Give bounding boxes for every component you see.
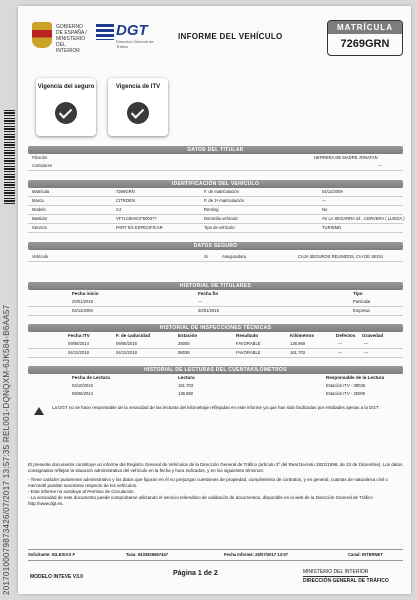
odometer-row-cell: 04/10/2016 — [72, 383, 93, 388]
odometer-warning-text: La DGT no se hace responsable de la veracidad de las lecturas del kilometraje reflejadas en este informe ya que han sido facilitadas por entidades ajenas a la DGT — [52, 405, 379, 410]
km-col-lectura: Lectura — [178, 375, 195, 380]
itv-row-cell: --- — [364, 350, 369, 355]
footer-divider-2 — [28, 560, 403, 561]
dgt-logo-text: DGT — [116, 22, 148, 39]
titular-bar: DATOS DEL TITULAR — [28, 146, 403, 154]
odometer-row-cell: 136.960 — [178, 391, 194, 396]
itv-row-cell: 09/06/2014 — [68, 341, 89, 346]
owners-col-inicio: Fecha inicio — [72, 291, 99, 296]
footer-dgt: DIRECCIÓN GENERAL DE TRÁFICO — [303, 578, 389, 584]
itv-row — [28, 340, 403, 349]
owners-history-section — [28, 282, 403, 316]
odometer-row-cell: Estación ITV - 25005 — [326, 391, 366, 396]
odometer-row — [28, 382, 403, 390]
odometer-row-cell: 09/06/2014 — [72, 391, 93, 396]
itv-col-defectos: Defectos — [336, 333, 356, 338]
identification-row-cell: Matrícula — [32, 189, 50, 194]
check-icon — [55, 102, 77, 124]
warning-icon — [34, 407, 44, 415]
identification-row-cell: --- — [322, 198, 327, 203]
owners-history-row-cell: 20/01/2015 — [72, 299, 93, 304]
owners-history-row — [28, 298, 403, 307]
titular-row-cotitulares — [28, 162, 403, 171]
itv-validity-label: Vigencia de ITV — [115, 84, 161, 90]
footer-model: MODELO INTEVE V3.0 — [30, 574, 84, 580]
vehiculo-value: Si — [204, 254, 208, 259]
owners-col-fin: Fecha fin — [198, 291, 219, 296]
identification-row-cell: F. de 1ª matriculación — [204, 198, 244, 203]
identification-row — [28, 197, 403, 206]
plate-box — [327, 20, 403, 56]
titular-row-filiacion — [28, 154, 403, 162]
footer-fecha: Fecha Informe: 26/07/2017 13:57 — [224, 552, 289, 557]
itv-row-cell: FAVORABLE — [236, 341, 261, 346]
itv-col-fecha: Fecha ITV — [68, 333, 90, 338]
aseguradora-label: Aseguradora — [222, 254, 246, 259]
identification-row-cell: CITROEN — [116, 198, 135, 203]
footer-meta-row — [28, 551, 403, 559]
header — [28, 20, 403, 54]
km-col-responsable: Responsable de la Lectura — [326, 375, 385, 380]
footer-divider — [28, 549, 403, 550]
plate-number: 7269GRN — [340, 38, 390, 50]
identification-row-cell: Bastidor — [32, 216, 48, 221]
identification-row-cell: Tipo de vehículo — [204, 225, 235, 230]
identification-row — [28, 206, 403, 215]
identification-row — [28, 188, 403, 197]
identification-row-cell: Modelo — [32, 207, 46, 212]
identification-row-cell: No — [322, 207, 328, 212]
odometer-warning — [28, 404, 403, 418]
identification-row-cell: Servicio — [32, 225, 47, 230]
dgt-bars-icon — [96, 24, 114, 40]
legal-item: - La veracidad de este documento puede comprobarse utilizando el servicio telemático de validación de documentos, disponible en la web de la Dirección General de Tráfico http://www.dgt.es. — [28, 495, 373, 506]
owners-history-header — [28, 290, 403, 298]
itv-row-cell: 04/12/2018 — [116, 350, 137, 355]
insurance-section — [28, 242, 403, 262]
identification-section — [28, 180, 403, 233]
insurance-bar: DATOS SEGURO — [28, 242, 403, 250]
owners-history-row-cell: Particular — [353, 299, 371, 304]
identification-row-cell: F. de matriculación — [204, 189, 239, 194]
owners-history-row-cell: --- — [198, 299, 203, 304]
aseguradora-value: CAJA SEGUROS REUNIDOS, CIA DE SEGU — [298, 254, 383, 259]
itv-bar: HISTORIAL DE INSPECCIONES TÉCNICAS — [28, 324, 403, 332]
itv-col-gravedad: Gravedad — [362, 333, 384, 338]
identification-row-cell: AV LA SEGARRA 44 , CERVERA ( LLEIDA ) — [322, 216, 405, 221]
odometer-header — [28, 374, 403, 382]
odometer-bar: HISTORIAL DE LECTURAS DEL CUENTAKILÓMETROS — [28, 366, 403, 374]
filiacion-label: Filiación — [32, 155, 48, 160]
footer-page: Página 1 de 2 — [173, 570, 218, 577]
itv-row-cell: 08036 — [178, 350, 190, 355]
legal-intro: El presente documento constituye un informe del Registro General de Vehículos de la Dirección General de Tráfico (artículo 2º del Real Decreto 2822/1998, de 23 de Diciembre). Los datos consignados reflejan la situación administrativa del vehículo en la fecha y hora indicados, y en los siguientes términos: — [28, 462, 403, 473]
side-barcode — [4, 110, 15, 205]
footer-canal: Canal: INTERNET — [348, 552, 383, 557]
identification-row-cell: PART 0/4 ESPECIFICAR — [116, 225, 163, 230]
itv-row — [28, 349, 403, 358]
identification-row-cell: C4 — [116, 207, 122, 212]
cotitulares-value: --- — [378, 163, 383, 168]
legal-item: - Este informe no sustituye al Permiso de Circulación. — [28, 489, 135, 494]
footer-ministry: MINISTERIO DEL INTERIOR — [303, 569, 369, 575]
identification-row-cell: Marca — [32, 198, 44, 203]
itv-col-caducidad: F. de caducidad — [116, 333, 151, 338]
km-col-fecha: Fecha de Lectura — [72, 375, 110, 380]
titular-section — [28, 146, 403, 171]
footer-meta — [28, 551, 403, 559]
itv-section — [28, 324, 403, 358]
legal-item: - Tiene carácter puramente administrativo y los datos que figuran en él no prejuzgan cuestiones de propiedad, cumplimiento de contratos, y en general, cuantas de naturaleza civil o mercantil puedan suscitarse respecto de los vehículos. — [28, 477, 388, 488]
itv-row-cell: 04/12/2018 — [68, 350, 89, 355]
identification-row-cell: TURISMO — [322, 225, 342, 230]
odometer-section — [28, 366, 403, 418]
itv-col-km: Kilómetros — [290, 333, 314, 338]
itv-col-resultado: Resultado — [236, 333, 259, 338]
identification-row-cell: Domicilio vehículo — [204, 216, 238, 221]
legal-text — [28, 462, 403, 507]
insurance-validity-label: Vigencia del seguro — [37, 84, 95, 90]
side-verification-code: 20170100079873426/07/2017 13:57:35 REL001-DQNQXM-6JK584-B6AA57 — [2, 304, 11, 595]
odometer-row — [28, 390, 403, 398]
identification-row-cell: Renting — [204, 207, 219, 212]
itv-row-cell: 25005 — [178, 341, 190, 346]
itv-row-cell: --- — [338, 350, 343, 355]
odometer-row-cell: 161.703 — [178, 383, 194, 388]
itv-row-cell: 09/06/2016 — [116, 341, 137, 346]
itv-header — [28, 332, 403, 340]
identification-row-cell: VF7LC8HXCF5003?? — [116, 216, 157, 221]
insurance-validity-card — [36, 78, 96, 136]
owners-history-row-cell: Empresa — [353, 308, 370, 313]
footer-tasa: Tasa: 9433526657447 — [126, 552, 169, 557]
identification-bar: IDENTIFICACIÓN DEL VEHÍCULO — [28, 180, 403, 188]
owners-history-row-cell: 04/11/2009 — [72, 308, 93, 313]
identification-row-cell: 7269GRN — [116, 189, 135, 194]
coat-of-arms-icon — [32, 22, 52, 48]
filiacion-value: HERRERA DE MADRE JONATAN — [314, 155, 378, 160]
vehiculo-label: Vehículo — [32, 254, 49, 259]
itv-row-cell: --- — [338, 341, 343, 346]
cotitulares-label: Cotitulares — [32, 163, 53, 168]
check-icon — [127, 102, 149, 124]
identification-row — [28, 215, 403, 224]
footer-solicitante: Solicitante: IGLESIAS F — [28, 552, 75, 557]
plate-label: MATRÍCULA — [328, 21, 402, 34]
itv-row-cell: FAVORABLE — [236, 350, 261, 355]
owners-col-tipo: Tipo — [353, 291, 363, 296]
itv-row-cell: --- — [364, 341, 369, 346]
owners-history-row — [28, 307, 403, 316]
identification-row — [28, 224, 403, 233]
report-page — [18, 6, 411, 594]
dgt-logo — [96, 22, 154, 49]
itv-col-estacion: Estación — [178, 333, 198, 338]
owners-history-row-cell: 20/01/2015 — [198, 308, 219, 313]
owners-history-bar: HISTORIAL DE TITULARES — [28, 282, 403, 290]
itv-validity-card — [108, 78, 168, 136]
page-title: INFORME DEL VEHÍCULO — [178, 32, 283, 41]
identification-row-cell: 04/11/2009 — [322, 189, 343, 194]
insurance-row — [28, 253, 403, 262]
ministry-logo-text: GOBIERNO DE ESPAÑA / MINISTERIO DEL INTERIOR — [56, 24, 87, 54]
odometer-row-cell: Estación ITV - 08036 — [326, 383, 366, 388]
itv-row-cell: 161.703 — [290, 350, 306, 355]
dgt-logo-subtitle: Dirección General de Tráfico — [116, 39, 154, 49]
itv-row-cell: 136.960 — [290, 341, 306, 346]
